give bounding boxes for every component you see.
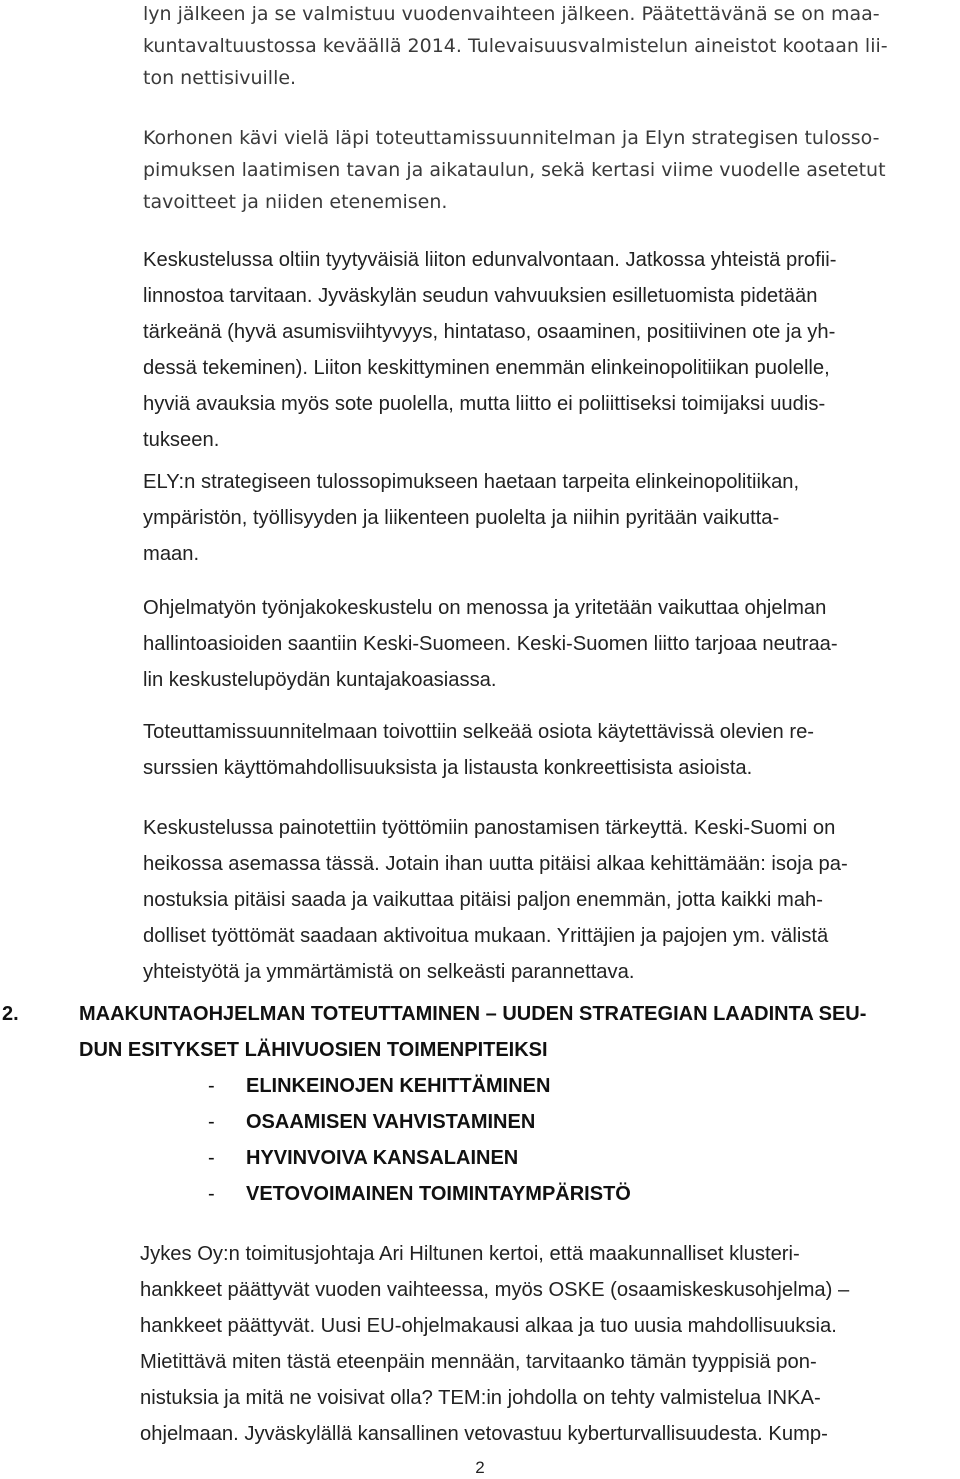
text-line: Jykes Oy:n toimitusjohtaja Ari Hiltunen kertoi, että maakunnalliset klusteri- [140,1243,800,1265]
bullet-dash: - [208,1183,215,1205]
text-line: linnostoa tarvitaan. Jyväskylän seudun vahvuuksien esilletuomista pidetään [143,285,818,307]
text-line: surssien käyttömahdollisuuksista ja listausta konkreettisista asioista. [143,757,753,779]
list-item-label: ELINKEINOJEN KEHITTÄMINEN [246,1075,551,1097]
text-line: dolliset työttömät saadaan aktivoitua mukaan. Yrittäjien ja pajojen ym. välistä [143,925,829,947]
text-line: Toteuttamissuunnitelmaan toivottiin selkeää osiota käytettävissä olevien re- [143,721,815,743]
text-line: Mietittävä miten tästä eteenpäin mennään, tarvitaanko tämän tyyppisiä pon- [140,1351,817,1373]
text-line: Keskustelussa oltiin tyytyväisiä liiton edunvalvontaan. Jatkossa yhteistä profii- [143,249,837,271]
list-item-label: OSAAMISEN VAHVISTAMINEN [246,1111,536,1133]
list-item-label: VETOVOIMAINEN TOIMINTAYMPÄRISTÖ [246,1183,631,1205]
text-line: hankkeet päättyvät. Uusi EU-ohjelmakausi alkaa ja tuo uusia mahdollisuuksia. [140,1315,837,1337]
list-item-label: HYVINVOIVA KANSALAINEN [246,1147,519,1169]
text-line: ympäristön, työllisyyden ja liikenteen puolelta ja niihin pyritään vaikutta- [143,507,780,529]
paragraph-ely-agreement [143,464,958,572]
section-topic-list [200,1068,631,1212]
text-line: nostuksia pitäisi saada ja vaikuttaa pitäisi paljon enemmän, jotta kaikki mah- [143,889,823,911]
paragraph-implementation-plan [143,714,958,786]
text-line: tukseen. [143,429,220,451]
text-line: ton nettisivuille. [143,67,297,89]
text-line: Korhonen kävi vielä läpi toteuttamissuunnitelman ja Elyn strategisen tulosso- [143,127,880,149]
text-line: ELY:n strategiseen tulossopimukseen haetaan tarpeita elinkeinopolitiikan, [143,471,800,493]
paragraph-intro-continuation [143,0,958,94]
text-line: lin keskustelupöydän kuntajakoasiassa. [143,669,497,691]
text-line: Keskustelussa painotettiin työttömiin panostamisen tärkeyttä. Keski-Suomi on [143,817,836,839]
text-line: hyviä avauksia myös sote puolella, mutta liitto ei poliittiseksi toimijaksi uudis- [143,393,826,415]
text-line: ohjelmaan. Jyväskylällä kansallinen vetovastuu kyberturvallisuudesta. Kump- [140,1423,828,1445]
text-line: kuntavaltuustossa keväällä 2014. Tulevaisuusvalmistelun aineistot kootaan lii- [143,35,888,57]
text-line: heikossa asemassa tässä. Jotain ihan uutta pitäisi alkaa kehittämään: isoja pa- [143,853,848,875]
paragraph-korhonen [143,122,958,218]
text-line: tavoitteet ja niiden etenemisen. [143,191,448,213]
paragraph-jykes [140,1236,955,1452]
page-number: 2 [475,1458,485,1477]
list-item [200,1068,631,1104]
paragraph-programme-work [143,590,958,698]
text-line: tärkeänä (hyvä asumisviihtyvyys, hintataso, osaaminen, positiivinen ote ja yh- [143,321,836,343]
text-line: dessä tekeminen). Liiton keskittyminen enemmän elinkeinopolitiikan puolelle, [143,357,830,379]
text-line: hallintoasioiden saantiin Keski-Suomeen. Keski-Suomen liitto tarjoaa neutraa- [143,633,838,655]
bullet-dash: - [208,1111,215,1133]
text-line: nistuksia ja mitä ne voisivat olla? TEM:in johdolla on tehty valmistelua INKA- [140,1387,821,1409]
text-line: pimuksen laatimisen tavan ja aikataulun, sekä kertasi viime vuodelle asetetut [143,159,886,181]
list-item [200,1176,631,1212]
text-line: hankkeet päättyvät vuoden vaihteessa, myös OSKE (osaamiskeskusohjelma) – [140,1279,850,1301]
list-item [200,1104,631,1140]
section-title-line2: DUN ESITYKSET LÄHIVUOSIEN TOIMENPITEIKSI [79,1039,548,1061]
section-title-line1: MAAKUNTAOHJELMAN TOTEUTTAMINEN – UUDEN STRATEGIAN LAADINTA SEU- [79,1003,867,1025]
text-line: lyn jälkeen ja se valmistuu vuodenvaihteen jälkeen. Päätettävänä se on maa- [143,3,880,25]
section-number: 2. [2,1003,19,1025]
text-line: maan. [143,543,200,565]
bullet-dash: - [208,1147,215,1169]
list-item [200,1140,631,1176]
text-line: yhteistyötä ja ymmärtämistä on selkeästi parannettava. [143,961,635,983]
paragraph-unemployment [143,810,958,990]
text-line: Ohjelmatyön työnjakokeskustelu on menossa ja yritetään vaikuttaa ohjelman [143,597,827,619]
paragraph-discussion-advocacy [143,242,958,458]
bullet-dash: - [208,1075,215,1097]
